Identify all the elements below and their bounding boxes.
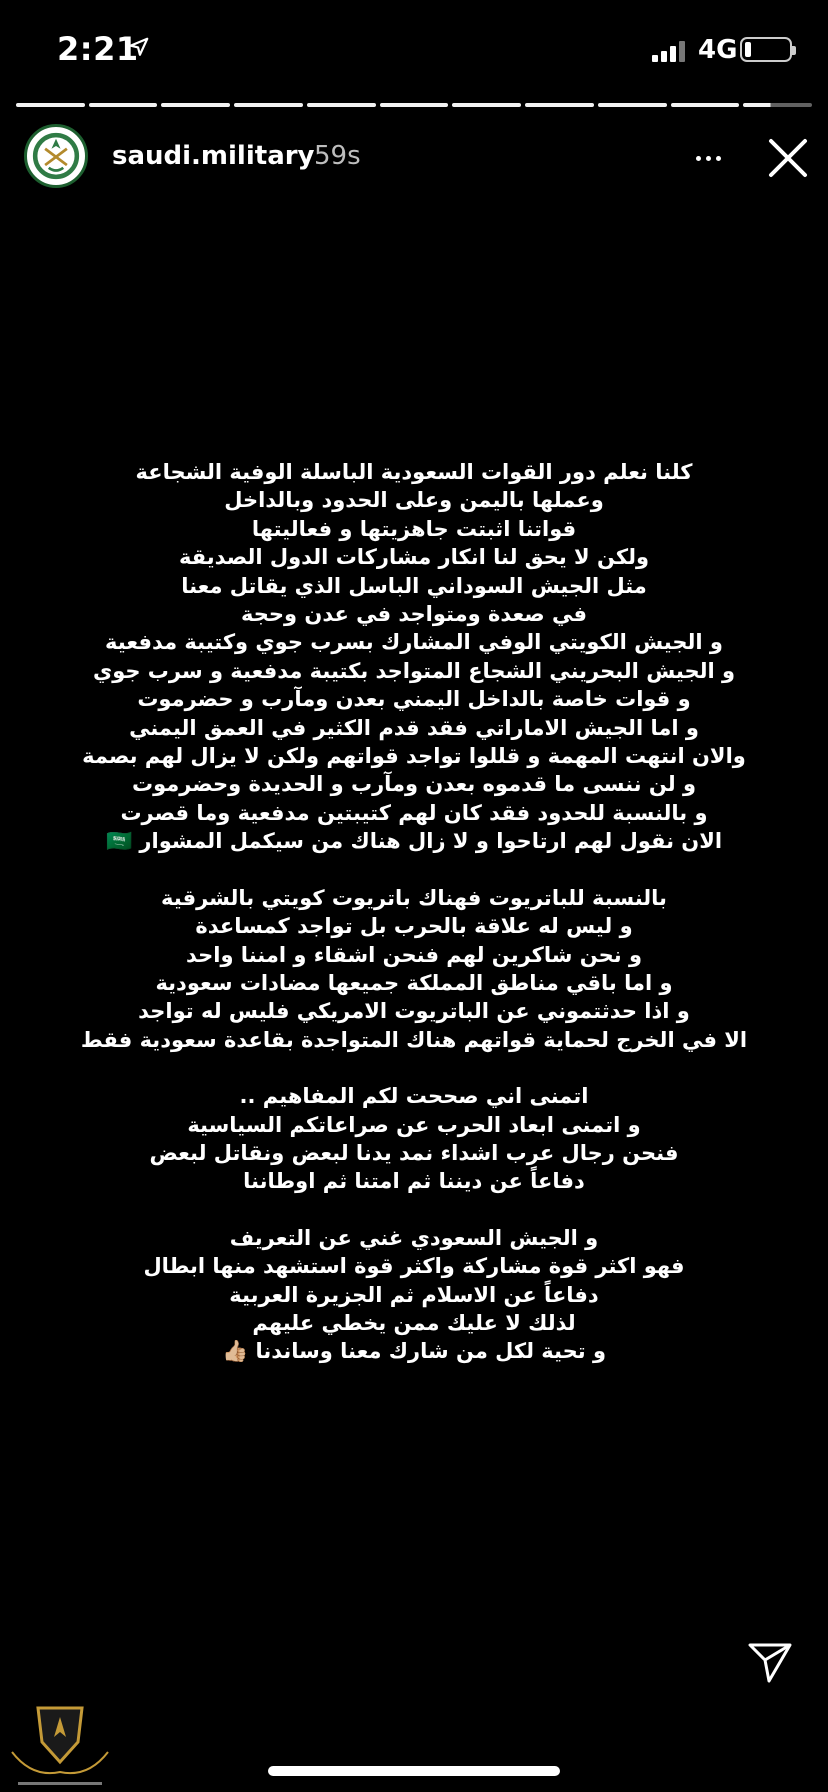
caption-line: مثل الجيش السوداني الباسل الذي يقاتل معنا — [181, 573, 647, 598]
caption-line: اتمنى اني صححت لكم المفاهيم .. — [239, 1084, 589, 1109]
progress-segment — [16, 103, 85, 107]
caption-line: وعملها باليمن وعلى الحدود وبالداخل — [224, 488, 604, 513]
caption-line — [75, 1196, 753, 1224]
caption-line: بالنسبة للباتريوت فهناك باتريوت كويتي بالشرقية — [161, 885, 667, 910]
caption-line: كلنا نعلم دور القوات السعودية الباسلة الوفية الشجاعة — [135, 460, 693, 484]
caption-line: لذلك لا عليك ممن يخطي عليهم — [252, 1310, 576, 1335]
caption-line: و لن ننسى ما قدموه بعدن ومآرب و الحديدة وحضرموت — [132, 772, 696, 797]
network-type: 4G — [698, 35, 738, 65]
caption-line: الا في الخرج لحماية قواتهم هناك المتواجدة بقاعدة سعودية فقط — [80, 1027, 748, 1052]
caption-line: دفاعاً عن ديننا ثم امتنا ثم اوطاننا — [243, 1169, 585, 1194]
caption-line: و تحية لكل من شارك معنا وساندنا 👍🏼 — [221, 1339, 606, 1364]
battery-icon — [740, 37, 792, 62]
caption-line: و الجيش الكويتي الوفي المشارك بسرب جوي وكتيبة مدفعية — [105, 630, 723, 655]
progress-segment — [234, 103, 303, 107]
more-dots-icon — [716, 156, 721, 161]
send-paper-plane-icon[interactable] — [744, 1636, 796, 1688]
caption-line: و نحن شاكرين لهم فنحن اشقاء و امننا واحد — [185, 942, 642, 967]
caption-line: فنحن رجال عرب اشداء نمد يدنا لبعض ونقاتل لبعض — [149, 1140, 679, 1165]
caption-line: ولكن لا يحق لنا انكار مشاركات الدول الصديقة — [178, 545, 650, 570]
home-indicator[interactable] — [268, 1766, 560, 1776]
progress-segment — [525, 103, 594, 107]
caption-line: و اما الجيش الاماراتي فقد قدم الكثير في العمق اليمني — [129, 715, 699, 740]
caption-line: الان نقول لهم ارتاحوا و لا زال هناك من سيكمل المشوار 🇸🇦 — [105, 829, 723, 854]
caption-line — [75, 856, 753, 884]
caption-line: فهو اكثر قوة مشاركة واكثر قوة استشهد منها ابطال — [143, 1254, 685, 1279]
caption-line: والان انتهت المهمة و قللوا تواجد قواتهم ولكن لا يزال لهم بصمة — [82, 744, 746, 769]
progress-segment — [380, 103, 449, 107]
progress-segment — [89, 103, 158, 107]
caption-line: و ليس له علاقة بالحرب بل تواجد كمساعدة — [195, 914, 633, 939]
story-username[interactable]: saudi.military — [112, 141, 315, 171]
more-options-button[interactable] — [690, 140, 726, 176]
progress-segment — [161, 103, 230, 107]
story-caption — [75, 458, 753, 1366]
story-age: 59s — [314, 141, 361, 171]
caption-line: و اما باقي مناطق المملكة جميعها مضادات سعودية — [155, 970, 673, 995]
location-arrow-icon — [128, 36, 150, 58]
progress-segment — [598, 103, 667, 107]
progress-segment — [743, 103, 812, 107]
caption-line: و اتمنى ابعاد الحرب عن صراعاتكم السياسية — [187, 1112, 641, 1137]
more-dots-icon — [706, 156, 711, 161]
watermark-logo — [0, 1700, 120, 1792]
battery-level — [745, 42, 751, 57]
caption-line: قواتنا اثبتت جاهزيتها و فعاليتها — [251, 516, 577, 541]
caption-line: و قوات خاصة بالداخل اليمني بعدن ومآرب و حضرموت — [137, 687, 691, 712]
signal-bars-icon — [652, 40, 688, 62]
caption-line — [75, 1054, 753, 1082]
caption-line: في صعدة ومتواجد في عدن وحجة — [241, 602, 587, 627]
progress-segment — [452, 103, 521, 107]
avatar[interactable] — [24, 124, 88, 188]
caption-line: و الجيش السعودي غني عن التعريف — [229, 1225, 599, 1250]
close-icon[interactable] — [766, 136, 810, 180]
clock: 2:21 — [57, 30, 139, 68]
more-dots-icon — [696, 156, 701, 161]
story-progress — [16, 103, 812, 108]
caption-line: و بالنسبة للحدود فقد كان لهم كتيبتين مدفعية وما قصرت — [120, 800, 708, 825]
progress-segment — [307, 103, 376, 107]
progress-segment — [671, 103, 740, 107]
caption-line: دفاعاً عن الاسلام ثم الجزيرة العربية — [229, 1282, 599, 1307]
caption-line: و الجيش البحريني الشجاع المتواجد بكتيبة مدفعية و سرب جوي — [92, 658, 736, 683]
caption-line: و اذا حدثتموني عن الباتريوت الامريكي فليس له تواجد — [138, 999, 690, 1024]
military-emblem-icon — [27, 127, 85, 185]
status-bar — [0, 0, 828, 96]
story-header — [0, 120, 828, 200]
